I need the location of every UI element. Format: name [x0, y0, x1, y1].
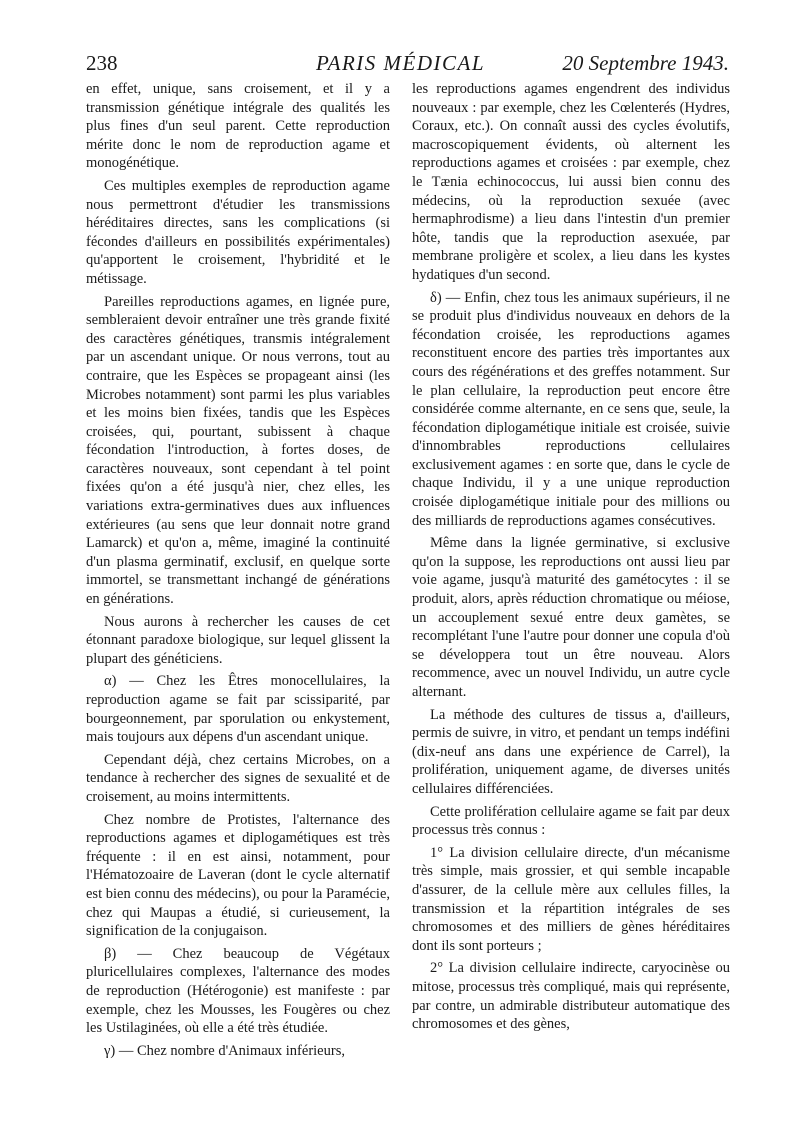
paragraph: Ces multiples exemples de reproduction agame nous permettront d'étudier les transmissions héréditaires directes, sans les complications (si fécondes d'ailleurs en possibilités expérimentales) qu'apportent le croisement, l'hybridité et le métissage.: [86, 177, 390, 287]
paragraph: Chez nombre de Protistes, l'alternance des reproductions agames et diplogamétiques est très fréquente : il en est ainsi, notamment, pour l'Hématozoaire de Laveran (dont le cycle alternatif est bien connu des médecins), ou pour la Paramécie, chez qui Maupas a étudié, si curieusement, la signification de la conjugaison.: [86, 811, 390, 940]
paragraph: δ) — Enfin, chez tous les animaux supérieurs, il ne se produit plus d'individus nouveaux en dehors de la fécondation croisée, les reproductions agames reconstituent encore des parties très importantes aux cours des régénérations et des greffes notamment. Sur le plan cellulaire, la reproduction peut encore être considérée comme alternante, en ce sens que, seule, la fécondation diplogamétique initiale est croisée, suivie d'innombrables reproductions cellulaires exclusivement agames : en sorte que, dans le cycle de chaque Individu, il y a une unique reproduction croisée diplogamétique initiale pour des millions ou des milliards de reproductions agames consécutives.: [412, 289, 730, 529]
paragraph: Cependant déjà, chez certains Microbes, on a tendance à rechercher des signes de sexualité et de croisement, au moins intermittents.: [86, 751, 390, 805]
paragraph: Même dans la lignée germinative, si exclusive qu'on la suppose, les reproductions ont aussi lieu par voie agame, jusqu'à maturité des gamétocytes : il se produit, alors, après réduction chromatique ou méiose, un accouplement sexué entre deux gamètes, se recomplétant l'une l'autre pour donner une copula d'où se développera tout un être nouveau. Alors recommence, avec un nouvel Individu, un autre cycle alternant.: [412, 535, 730, 700]
paragraph: α) — Chez les Êtres monocellulaires, la reproduction agame se fait par scissiparité, par bourgeonnement, par sporulation ou enkystement, mais toujours aux dépens d'un ascendant unique.: [86, 673, 390, 746]
paragraph: en effet, unique, sans croisement, et il y a transmission génétique intégrale des qualités les plus fines d'un seul parent. Cette reproduction mérite donc le nom de reproduction agame et monogénétique.: [86, 81, 390, 172]
paragraph: Pareilles reproductions agames, en lignée pure, sembleraient devoir entraîner une très grande fixité des caractères génétiques, transmis intégralement par un ascendant unique. Or nous verrons, tout au contraire, que les Espèces se propageant ainsi (les Microbes notamment) sont parmi les plus variables et les moins bien fixées, tandis que les Espèces croisées, qui, pourtant, subissent à chaque fécondation l'introduction, à fortes doses, de caractères nouveaux, sont cependant à tel point fixées qu'on a été jusqu'à nier, chez elles, les variations extra-germinatives dues aux influences extérieures (au sens que leur donnait notre grand Lamarck) et qu'on a, même, imaginé la continuité d'un plasma germinatif, exclusif, en quelque sorte immortel, se transmettant inchangé de générations en générations.: [86, 293, 390, 608]
journal-title: PARIS MÉDICAL: [316, 51, 486, 75]
running-header: [86, 50, 729, 80]
page-number: 238: [86, 51, 118, 75]
issue-date: 20 Septembre 1943.: [562, 51, 729, 75]
paragraph: Cette prolifération cellulaire agame se fait par deux processus très connus :: [412, 803, 730, 839]
left-column: [86, 80, 390, 1064]
paragraph: β) — Chez beaucoup de Végétaux pluricellulaires complexes, l'alternance des modes de reproduction (Hétérogonie) est manifeste : par exemple, chez les Mousses, les Fougères ou chez les Ustilaginées, où elle a été très étudiée.: [86, 945, 390, 1037]
paragraph: 1° La division cellulaire directe, d'un mécanisme très simple, mais grossier, et qui semble incapable d'assurer, de la cellule mère aux cellules filles, la transmission et la répartition intégrales de ses chromosomes et des milliers de gènes héréditaires dont ils sont porteurs ;: [412, 844, 730, 954]
paragraph: Nous aurons à rechercher les causes de cet étonnant paradoxe biologique, sur lequel glissent la plupart des généticiens.: [86, 613, 390, 667]
paragraph: les reproductions agames engendrent des individus nouveaux : par exemple, chez les Cœlenterés (Hydres, Coraux, etc.). On connaît aussi des cycles évolutifs, macroscopiquement évidents, où alternent les reproductions agames et croisées : par exemple, chez le Tænia echinococcus, lui aussi bien connu des médecins, où la reproduction sexuée (avec hermaphrodisme) a lieu dans l'intestin d'un premier hôte, tandis que la reproduction asexuée, par membrane proligère et scolex, a lieu dans les kystes hydatiques d'un second.: [412, 81, 730, 283]
right-column: [412, 80, 730, 1038]
paragraph: La méthode des cultures de tissus a, d'ailleurs, permis de suivre, in vitro, et pendant un temps indéfini (dix-neuf ans dans une expérience de Carrel), la prolifération, uniquement agame, de diverses unités cellulaires différenciées.: [412, 706, 730, 797]
paragraph: 2° La division cellulaire indirecte, caryocinèse ou mitose, processus très compliqué, mais qui représente, par contre, un admirable distributeur automatique des chromosomes et des gènes,: [412, 960, 730, 1033]
paragraph: γ) — Chez nombre d'Animaux inférieurs,: [104, 1042, 345, 1059]
